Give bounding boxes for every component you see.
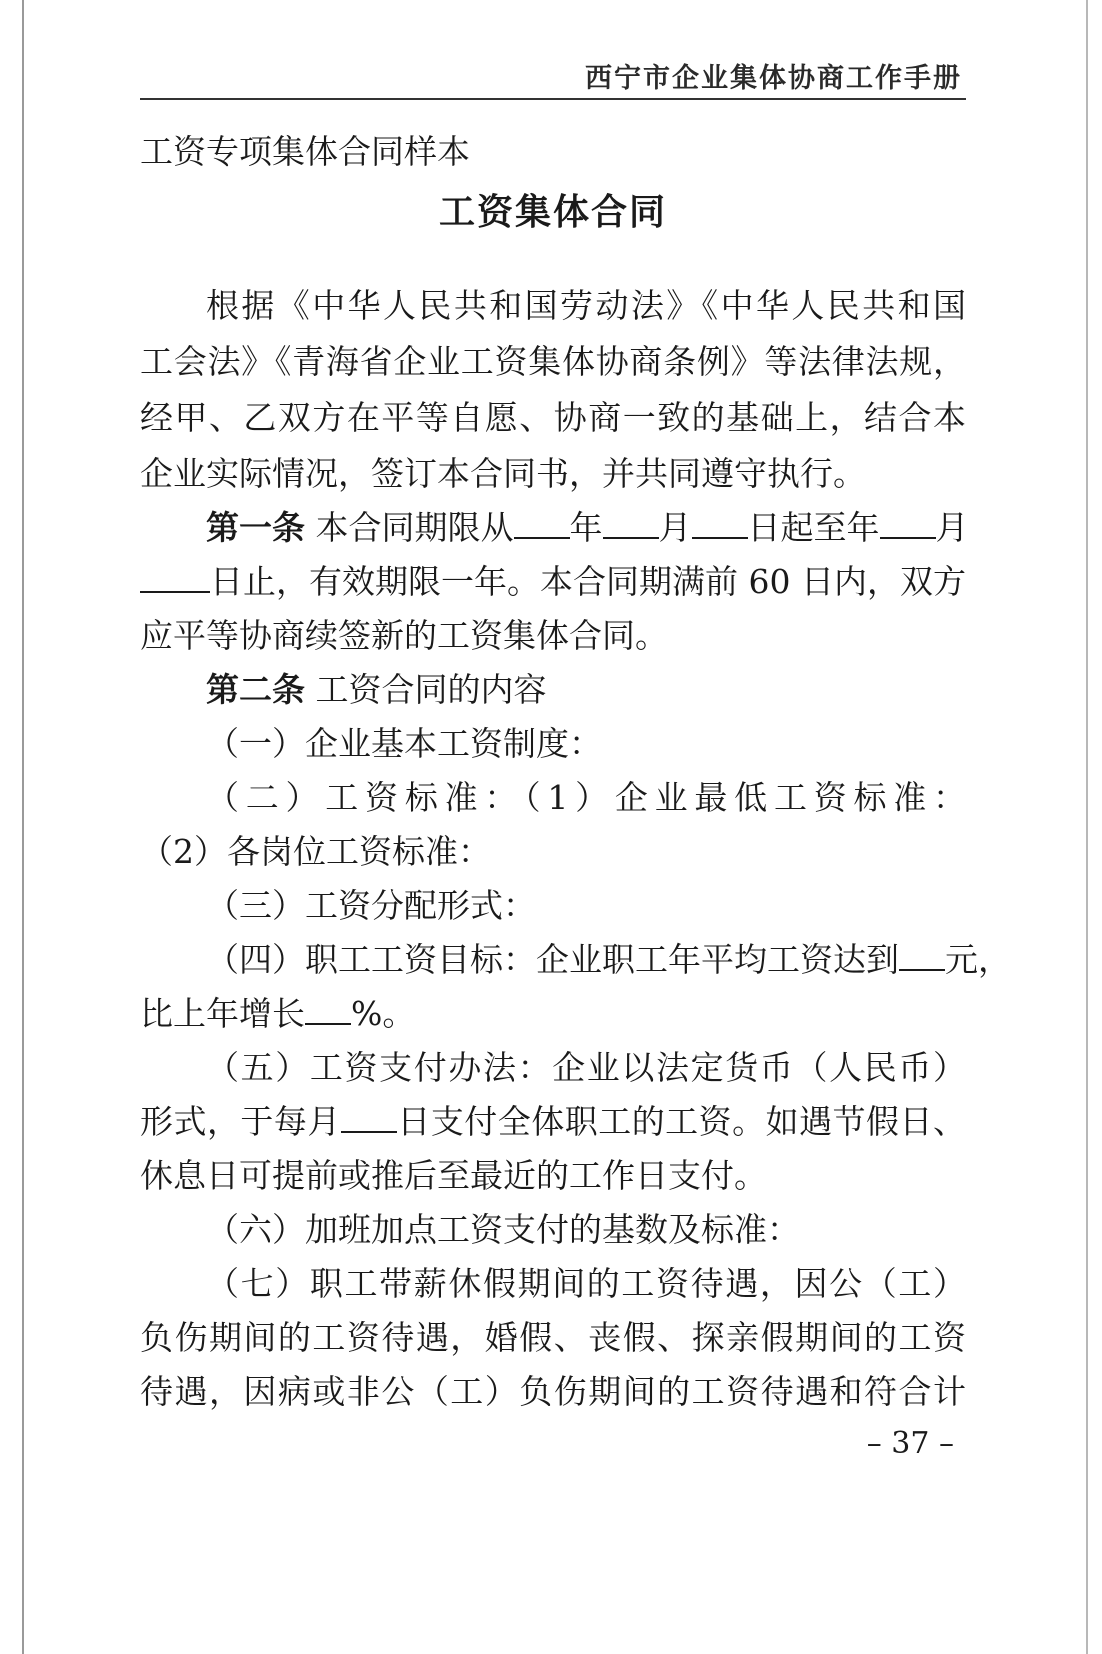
page-number: – 37 – [866, 1426, 954, 1461]
article-1-text-f: 日止，有效期限一年。本合同期满前 60 日内，双方 [210, 562, 966, 601]
item-5-text-b: 形式，于每月 [140, 1102, 341, 1141]
end-year-blank [880, 511, 936, 539]
page-edge-left [22, 0, 24, 1654]
pay-day-blank [341, 1105, 397, 1133]
item-1: （一）企业基本工资制度： [206, 724, 602, 763]
item-4-text-b: 元， [945, 940, 1011, 979]
article-1-text-b: 年 [569, 508, 603, 547]
article-2-label: 第二条 [206, 670, 305, 709]
running-header: 西宁市企业集体协商工作手册 [585, 63, 962, 94]
item-7-continued: 负伤期间的工资待遇，婚假、丧假、探亲假期间的工资 [140, 1318, 966, 1357]
article-1-text-a: 本合同期限从 [315, 508, 514, 547]
month-blank [603, 511, 659, 539]
article-1-line-1 [140, 508, 969, 548]
growth-blank [305, 997, 351, 1025]
item-7: （七）职工带薪休假期间的工资待遇，因公（工） [206, 1264, 966, 1303]
item-5: （五）工资支付办法：企业以法定货币（人民币） [206, 1048, 966, 1087]
day-blank [692, 511, 748, 539]
article-2-heading [140, 670, 966, 710]
item-5-text-c: 日支付全体职工的工资。如遇节假日、 [396, 1102, 967, 1141]
year-blank [514, 511, 570, 539]
item-4-text-d: %。 [351, 994, 416, 1033]
item-6: （六）加班加点工资支付的基数及标准： [206, 1210, 800, 1249]
item-4-text-a: （四）职工工资目标：企业职工年平均工资达到 [206, 940, 899, 979]
article-1-text-d: 日起至年 [747, 508, 880, 547]
article-1-label: 第一条 [206, 508, 305, 547]
item-4-continued [140, 994, 966, 1034]
article-2-text: 工资合同的内容 [315, 670, 547, 709]
page-edge-right [1086, 0, 1088, 1654]
preamble-line-1: 根据《中华人民共和国劳动法》《中华人民共和国 [206, 286, 966, 325]
item-5-continued [140, 1102, 966, 1142]
item-2: （二）工资标准：（1）企业最低工资标准： [206, 778, 966, 817]
salary-blank [899, 943, 945, 971]
article-1-line-3: 应平等协商续签新的工资集体合同。 [140, 616, 668, 655]
item-4-text-c: 比上年增长 [140, 994, 305, 1033]
item-3: （三）工资分配形式： [206, 886, 536, 925]
preamble-line-2: 工会法》《青海省企业工资集体协商条例》等法律法规， [140, 342, 966, 381]
item-5-last: 休息日可提前或推后至最近的工作日支付。 [140, 1156, 767, 1195]
item-4 [140, 940, 1011, 980]
header-rule [140, 98, 966, 100]
article-1-text-c: 月 [658, 508, 692, 547]
end-month-blank [140, 565, 210, 593]
item-7-last: 待遇，因病或非公（工）负伤期间的工资待遇和符合计 [140, 1372, 966, 1411]
preamble-line-4: 企业实际情况，签订本合同书，并共同遵守执行。 [140, 454, 866, 493]
section-label: 工资专项集体合同样本 [140, 132, 470, 171]
preamble-line-3: 经甲、乙双方在平等自愿、协商一致的基础上，结合本 [140, 398, 966, 437]
article-1-text-e: 月 [935, 508, 969, 547]
document-title: 工资集体合同 [438, 192, 667, 233]
item-2-continued: （2）各岗位工资标准： [140, 832, 491, 871]
article-1-line-2 [140, 562, 966, 602]
